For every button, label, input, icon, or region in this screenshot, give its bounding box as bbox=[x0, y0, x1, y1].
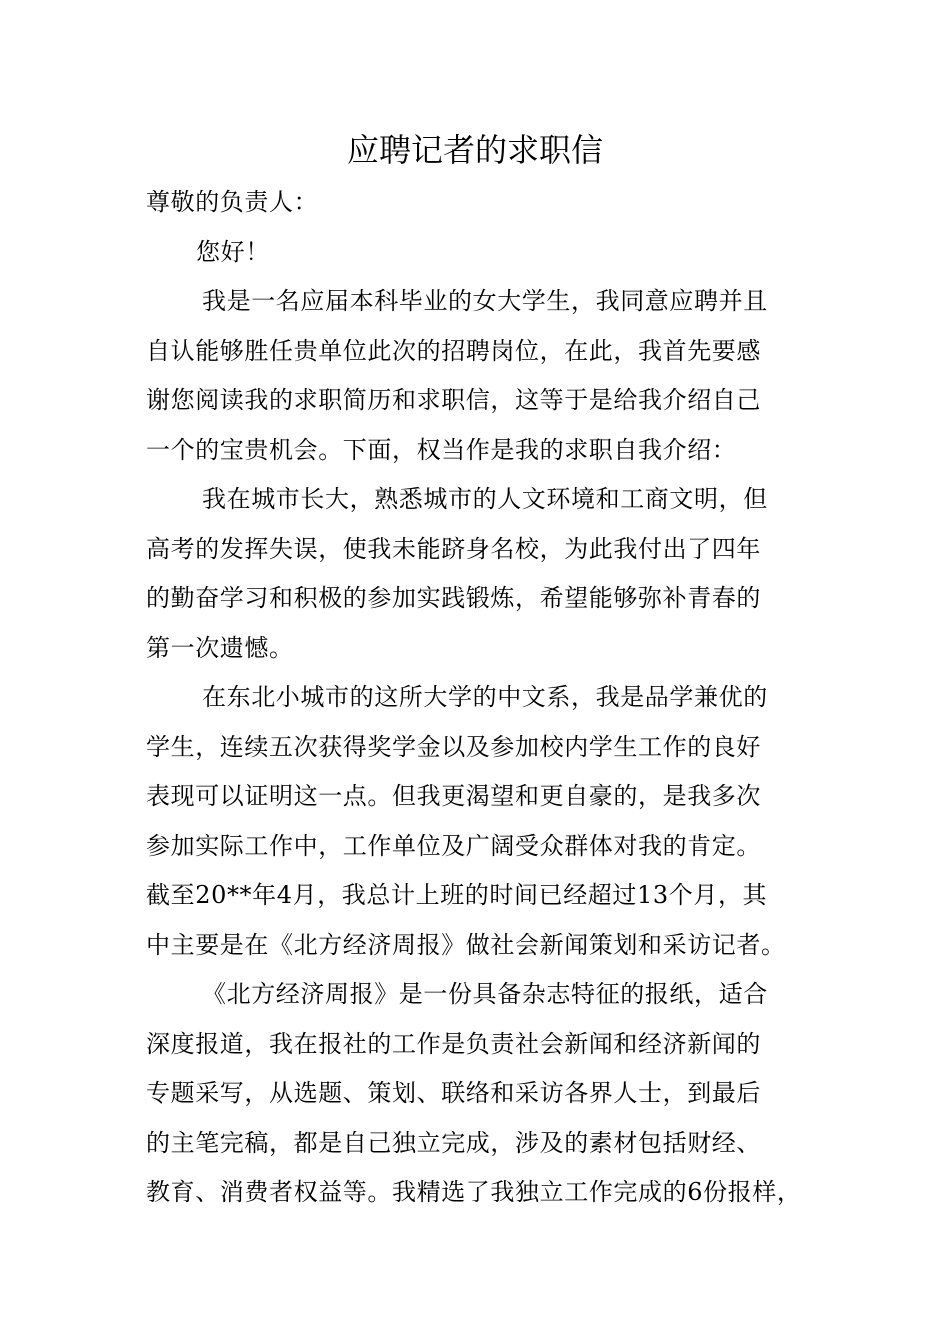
greeting: 您好！ bbox=[196, 237, 270, 266]
paragraph-line: 专题采写，从选题、策划、联络和采访各界人士，到最后 bbox=[146, 1079, 761, 1107]
paragraph-line: 参加实际工作中，工作单位及广阔受众群体对我的肯定。 bbox=[146, 831, 761, 860]
paragraph-line: 深度报道，我在报社的工作是负责社会新闻和经济新闻的 bbox=[146, 1029, 761, 1058]
paragraph-line: 一个的宝贵机会。下面，权当作是我的求职自我介绍： bbox=[146, 435, 737, 464]
paragraph-line: 高考的发挥失误，使我未能跻身名校，为此我付出了四年 bbox=[146, 534, 761, 563]
paragraph-line: 我是一名应届本科毕业的女大学生，我同意应聘并且 bbox=[202, 287, 768, 315]
paragraph-line: 中主要是在《北方经济周报》做社会新闻策划和采访记者。 bbox=[146, 930, 786, 959]
paragraph-line: 第一次遗憾。 bbox=[146, 633, 294, 662]
paragraph-line: 截至20**年4月，我总计上班的时间已经超过13个月，其 bbox=[146, 881, 768, 909]
paragraph-2 bbox=[146, 475, 826, 673]
document-title: 应聘记者的求职信 bbox=[346, 131, 603, 169]
paragraph-line: 表现可以证明这一点。但我更渴望和更自豪的，是我多次 bbox=[146, 782, 761, 810]
paragraph-4 bbox=[146, 970, 826, 1218]
paragraph-line: 《北方经济周报》是一份具备杂志特征的报纸，适合 bbox=[202, 980, 768, 1008]
paragraph-line: 自认能够胜任贵单位此次的招聘岗位，在此，我首先要感 bbox=[146, 336, 761, 365]
paragraph-line: 学生，连续五次获得奖学金以及参加校内学生工作的良好 bbox=[146, 732, 761, 761]
paragraph-line: 在东北小城市的这所大学的中文系，我是品学兼优的 bbox=[202, 683, 768, 711]
salutation: 尊敬的负责人： bbox=[146, 188, 319, 216]
paragraph-3 bbox=[146, 673, 826, 970]
paragraph-line: 教育、消费者权益等。我精选了我独立工作完成的6份报样， bbox=[146, 1178, 802, 1206]
paragraph-line: 的勤奋学习和积极的参加实践锻炼，希望能够弥补青春的 bbox=[146, 584, 761, 612]
letter-body bbox=[146, 178, 826, 1218]
paragraph-line: 谢您阅读我的求职简历和求职信，这等于是给我介绍自己 bbox=[146, 386, 761, 414]
paragraph-line: 我在城市长大，熟悉城市的人文环境和工商文明，但 bbox=[202, 485, 768, 513]
paragraph-line: 的主笔完稿，都是自己独立完成，涉及的素材包括财经、 bbox=[146, 1128, 761, 1157]
paragraph-1 bbox=[146, 277, 826, 475]
